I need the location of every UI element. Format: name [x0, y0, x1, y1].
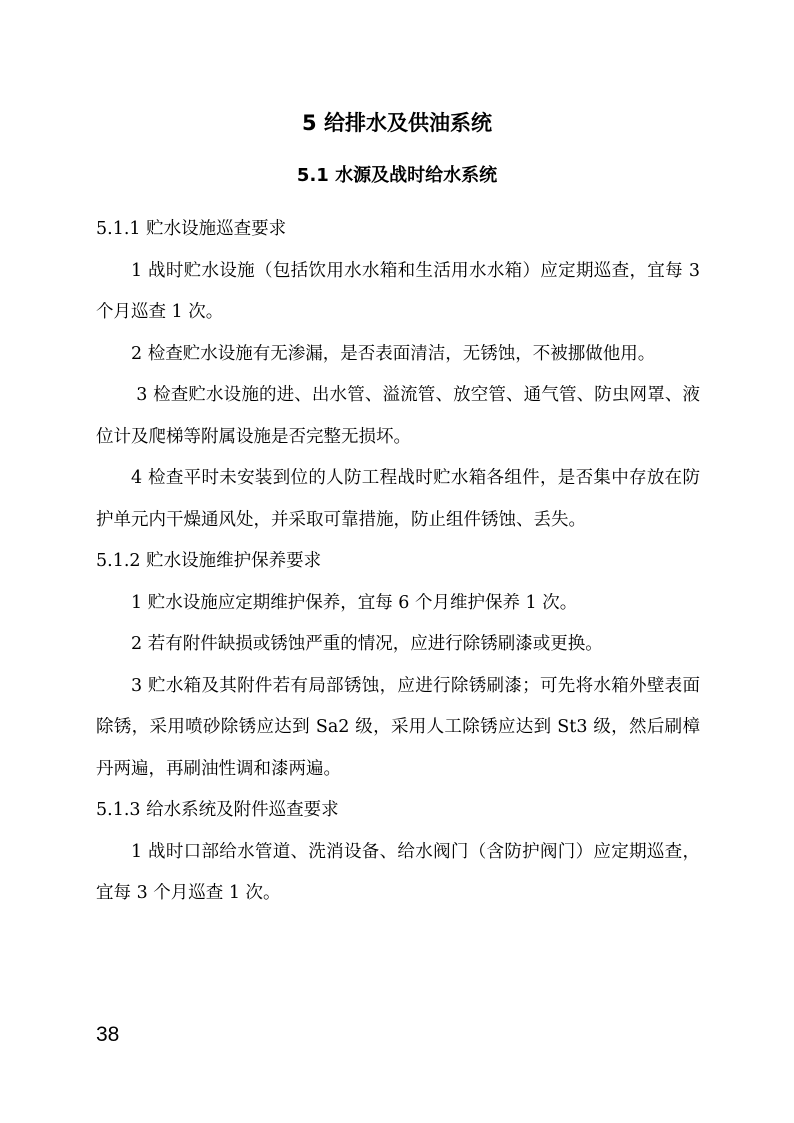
- clause-heading: 5.1.3 给水系统及附件巡查要求: [96, 800, 339, 820]
- clause-item: 1 战时贮水设施（包括饮用水水箱和生活用水水箱）应定期巡查，宜每 3 个月巡查 1 次。: [96, 260, 700, 322]
- clause-heading: 5.1.2 贮水设施维护保养要求: [96, 551, 322, 571]
- clause-item: 3 贮水箱及其附件若有局部锈蚀，应进行除锈刷漆；可先将水箱外壁表面除锈，采用喷砂除锈应达到 Sa2 级，采用人工除锈应达到 St3 级，然后刷樟丹两遍，再刷油性调和漆两遍。: [96, 675, 700, 779]
- chapter-title: 5 给排水及供油系统: [302, 111, 492, 135]
- clause-item: 3 检查贮水设施的进、出水管、溢流管、放空管、通气管、防虫网罩、液位计及爬梯等附属设施是否完整无损坏。: [96, 385, 700, 447]
- clause-item: 1 贮水设施应定期维护保养，宜每 6 个月维护保养 1 次。: [131, 592, 578, 613]
- clause-item: 1 战时口部给水管道、洗消设备、给水阀门（含防护阀门）应定期巡查，宜每 3 个月巡查 1 次。: [96, 841, 700, 903]
- clause-item: 2 若有附件缺损或锈蚀严重的情况，应进行除锈刷漆或更换。: [131, 634, 603, 654]
- section-title: 5.1 水源及战时给水系统: [296, 165, 498, 186]
- clause-heading: 5.1.1 贮水设施巡查要求: [96, 219, 287, 239]
- clause-item: 4 检查平时未安装到位的人防工程战时贮水箱各组件，是否集中存放在防护单元内干燥通风处，并采取可靠措施，防止组件锈蚀、丢失。: [96, 468, 700, 530]
- document-body: [96, 209, 700, 915]
- clause-item: 2 检查贮水设施有无渗漏，是否表面清洁，无锈蚀，不被挪做他用。: [131, 343, 656, 364]
- page-number: 38: [96, 1023, 120, 1046]
